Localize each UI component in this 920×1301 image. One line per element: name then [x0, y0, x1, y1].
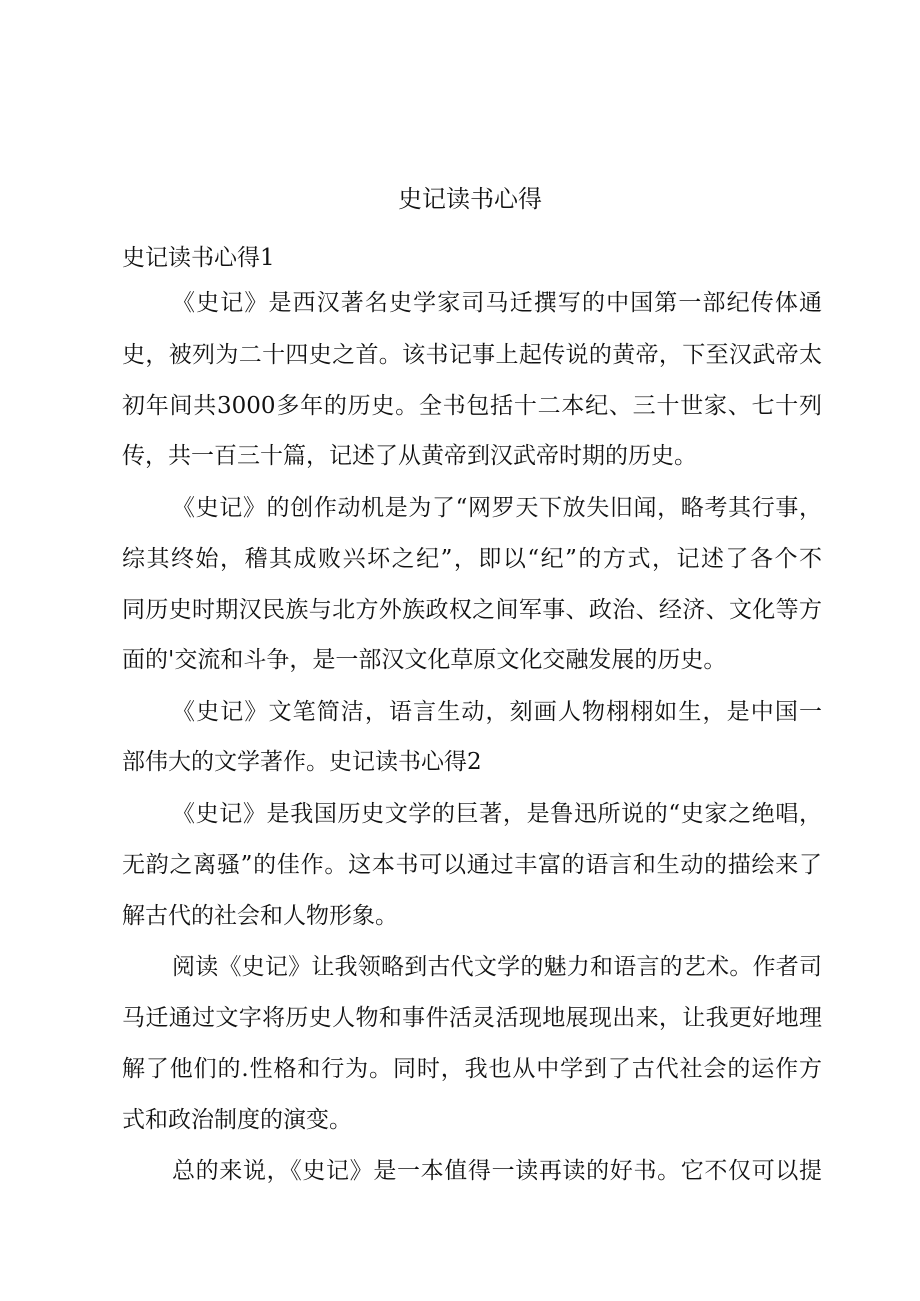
document-title: 史记读书心得 [398, 185, 542, 213]
text-line: 式和政治制度的演变。 [122, 1107, 352, 1133]
text-line: 无韵之离骚”的佳作。这本书可以通过丰富的语言和生动的描绘来了 [122, 852, 822, 878]
text-line: 总的来说，《史记》是一本值得一读再读的好书。它不仅可以提 [172, 1158, 822, 1184]
text-line: 解古代的社会和人物形象。 [122, 903, 398, 929]
text-line: 马迁通过文字将历史人物和事件活灵活现地展现出来，让我更好地理 [122, 1005, 822, 1031]
text-line: 初年间共3000多年的历史。全书包括十二本纪、三十世家、七十列 [122, 393, 822, 419]
text-line: 《史记》文笔简洁，语言生动，刻画人物栩栩如生，是中国一 [172, 699, 822, 725]
text-line: 传，共一百三十篇，记述了从黄帝到汉武帝时期的历史。 [122, 443, 697, 469]
text-line: 综其终始，稽其成败兴坏之纪”，即以“纪”的方式，记述了各个不 [122, 546, 822, 572]
text-line: 《史记》是西汉著名史学家司马迁撰写的中国第一部纪传体通 [172, 290, 822, 316]
text-line: 阅读《史记》让我领略到古代文学的魅力和语言的艺术。作者司 [172, 954, 822, 980]
text-line: 《史记》是我国历史文学的巨著，是鲁迅所说的“史家之绝唱， [172, 801, 822, 827]
text-line: 史，被列为二十四史之首。该书记事上起传说的黄帝，下至汉武帝太 [122, 342, 822, 368]
text-line: 解了他们的.性格和行为。同时，我也从中学到了古代社会的运作方 [122, 1056, 822, 1082]
text-line: 《史记》的创作动机是为了“网罗天下放失旧闻，略考其行事， [172, 495, 822, 521]
text-line: 部伟大的文学著作。史记读书心得2 [122, 749, 482, 775]
text-line: 同历史时期汉民族与北方外族政权之间军事、政治、经济、文化等方 [122, 597, 822, 623]
section-heading: 史记读书心得1 [122, 245, 275, 271]
text-line: 面的'交流和斗争，是一部汉文化草原文化交融发展的历史。 [122, 647, 727, 673]
